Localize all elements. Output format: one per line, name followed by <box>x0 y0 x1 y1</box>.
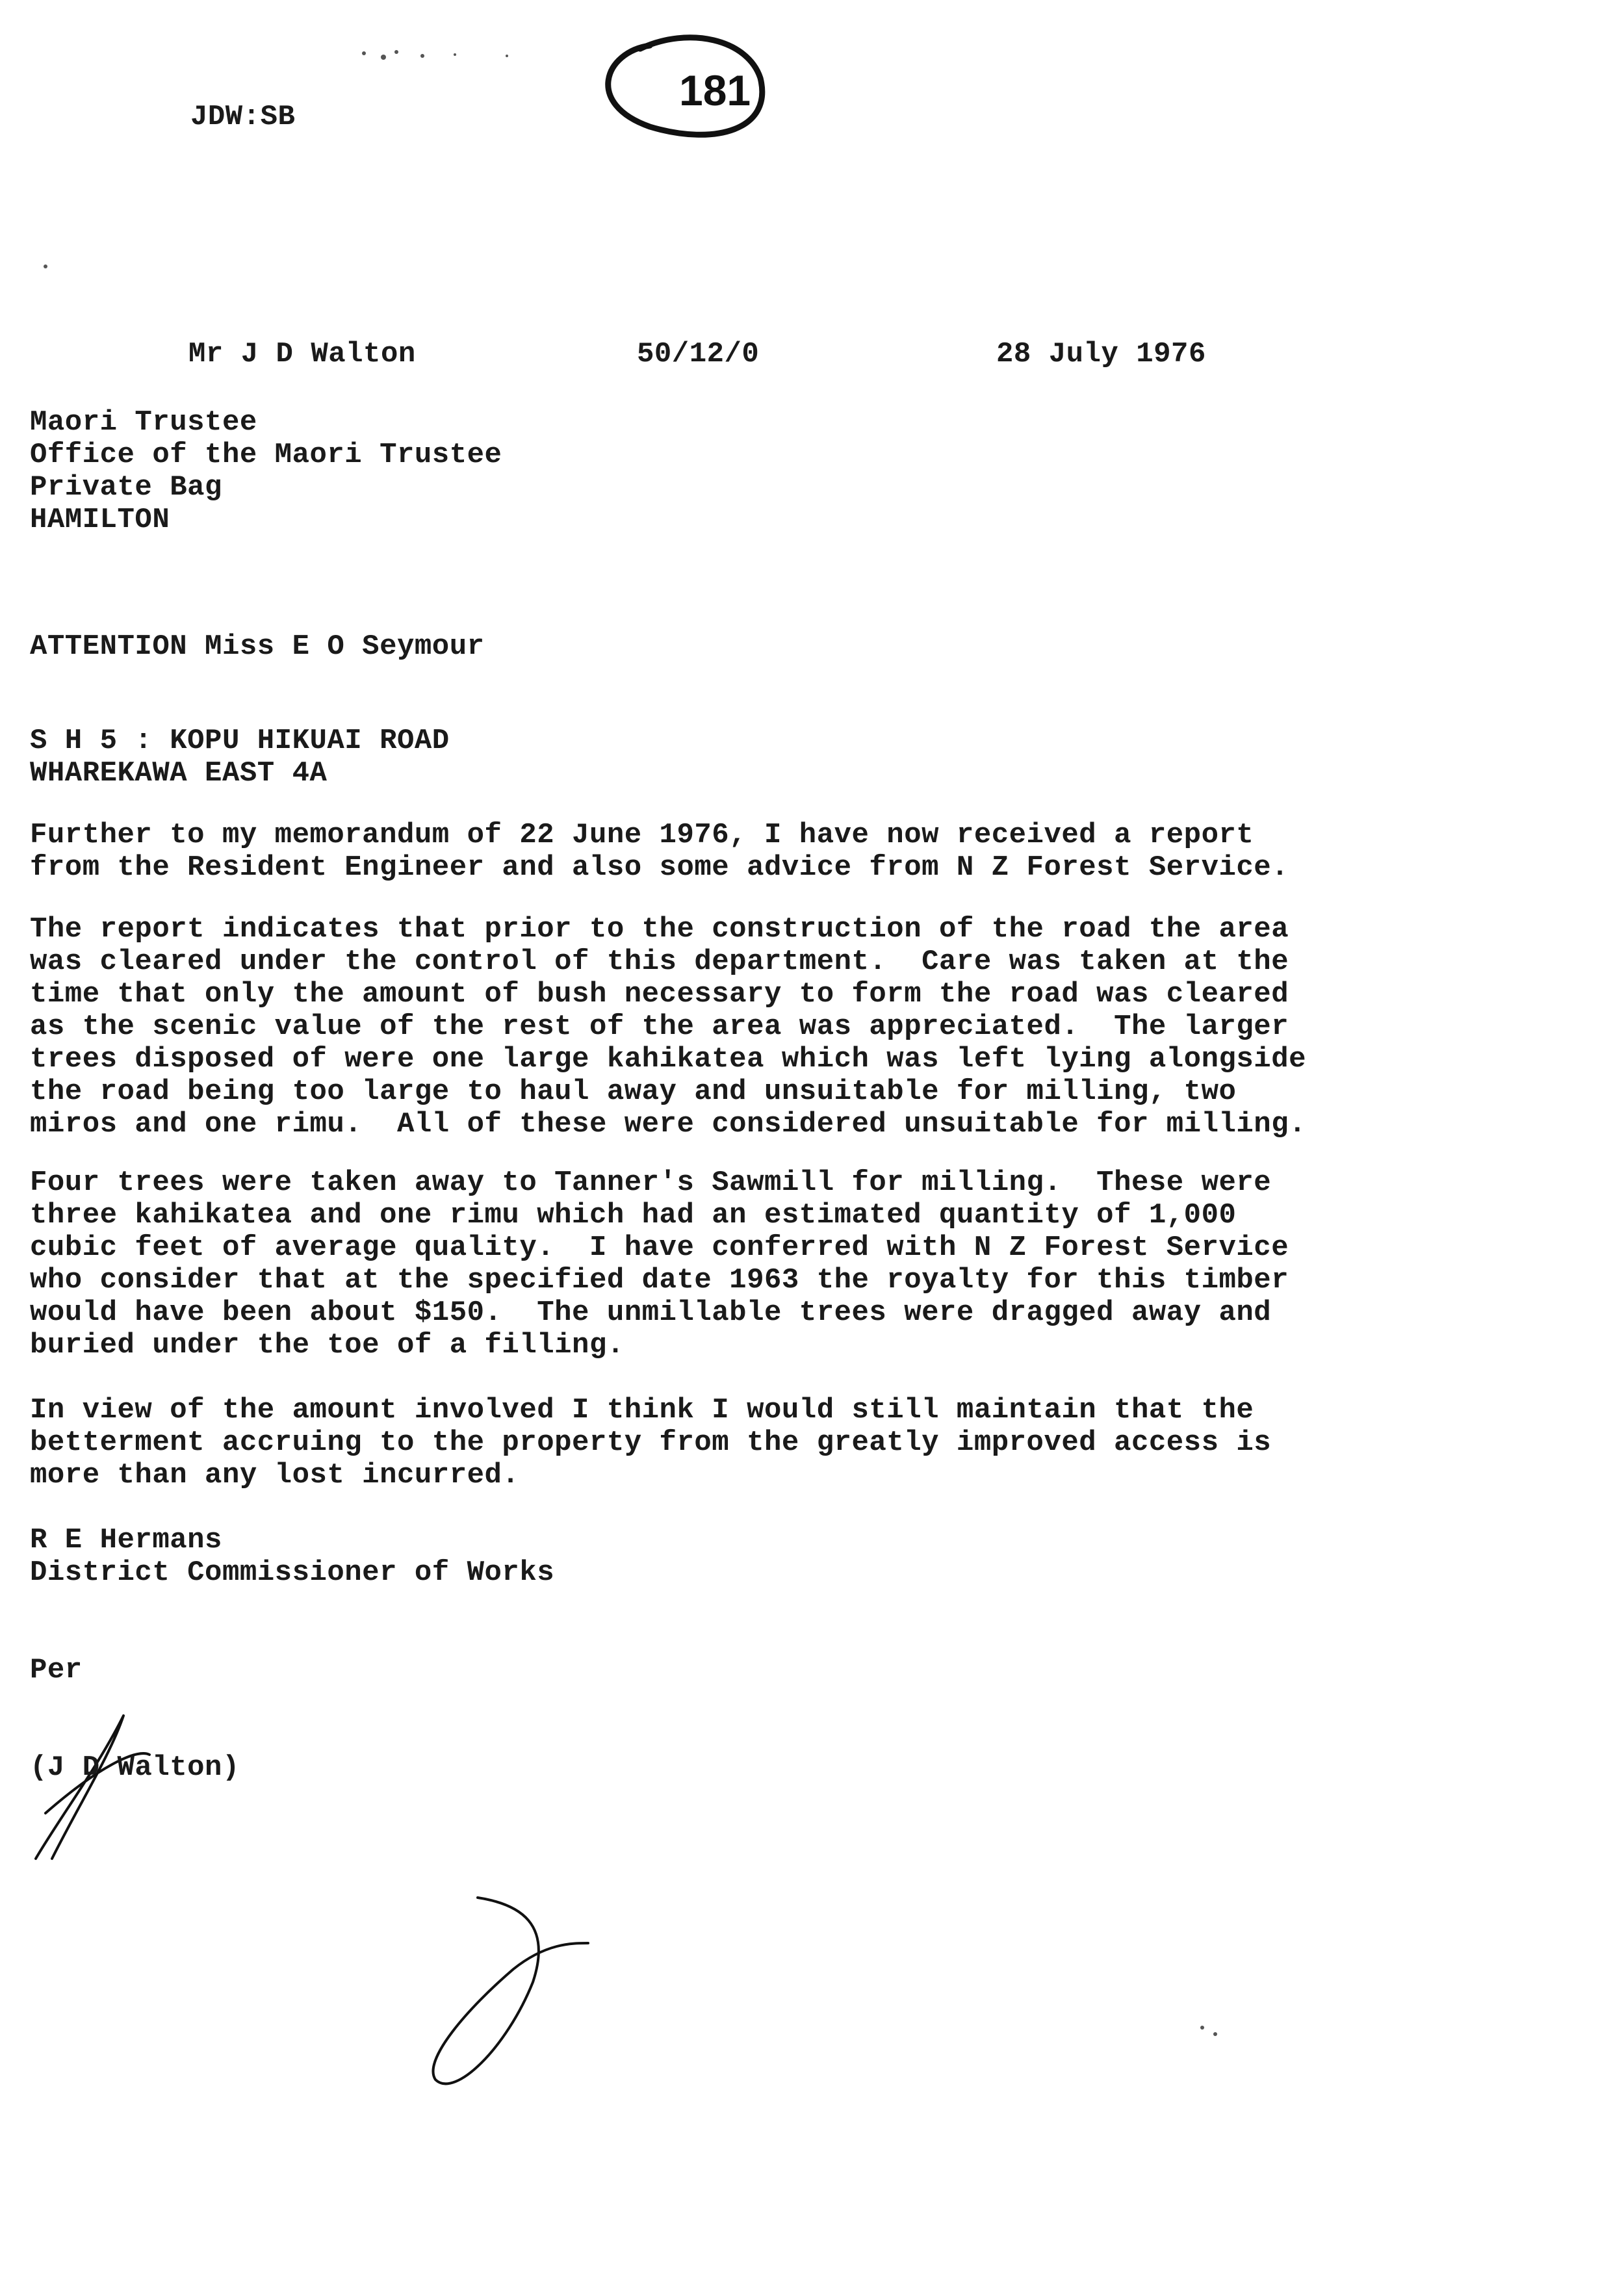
body-line: the road being too large to haul away and unsuitable for milling, two <box>30 1076 1237 1108</box>
body-line: The report indicates that prior to the construction of the road the area <box>30 913 1289 946</box>
initials: JDW:SB <box>190 101 296 133</box>
body-line: Four trees were taken away to Tanner's Sawmill for milling. These were <box>30 1167 1272 1199</box>
addressee-line: Maori Trustee <box>30 406 257 439</box>
letter-date: 28 July 1976 <box>996 338 1206 370</box>
body-line: who consider that at the specified date 1963 the royalty for this timber <box>30 1264 1289 1296</box>
body-line: Further to my memorandum of 22 June 1976, I have now received a report <box>30 819 1254 851</box>
body-line: betterment accruing to the property from the greatly improved access is <box>30 1426 1272 1459</box>
signer-title: District Commissioner of Works <box>30 1556 555 1589</box>
body-paragraph-2 <box>30 913 1590 1141</box>
signature-block <box>30 1524 1590 1589</box>
body-line: three kahikatea and one rimu which had an estimated quantity of 1,000 <box>30 1199 1237 1232</box>
body-line: cubic feet of average quality. I have conferred with N Z Forest Service <box>30 1232 1289 1264</box>
body-line: was cleared under the control of this department. Care was taken at the <box>30 946 1289 978</box>
subject-line: S H 5 : KOPU HIKUAI ROAD <box>30 725 450 757</box>
addressee-line: Private Bag <box>30 471 222 504</box>
body-paragraph-1 <box>30 819 1590 884</box>
body-line: as the scenic value of the rest of the area was appreciated. The larger <box>30 1011 1289 1043</box>
file-number: 50/12/0 <box>637 338 760 370</box>
page-number: 181 <box>679 66 751 114</box>
from-name: Mr J D Walton <box>188 338 416 370</box>
addressee-line: HAMILTON <box>30 504 170 536</box>
signer-name: R E Hermans <box>30 1524 222 1556</box>
body-line: trees disposed of were one large kahikatea which was left lying alongside <box>30 1043 1307 1076</box>
signature-scribble-2 <box>433 1898 588 2083</box>
body-line: time that only the amount of bush necessary to form the road was cleared <box>30 978 1289 1011</box>
body-line: would have been about $150. The unmillable trees were dragged away and <box>30 1296 1272 1329</box>
addressee-block <box>30 406 1590 536</box>
body-line: buried under the toe of a filling. <box>30 1329 625 1361</box>
per-label: Per <box>30 1654 83 1686</box>
body-line: In view of the amount involved I think I would still maintain that the <box>30 1394 1254 1426</box>
body-paragraph-3 <box>30 1167 1590 1361</box>
signatory-name: (J D Walton) <box>30 1751 240 1784</box>
body-line: miros and one rimu. All of these were considered unsuitable for milling. <box>30 1108 1307 1141</box>
subject-block <box>30 725 1590 790</box>
addressee-line: Office of the Maori Trustee <box>30 439 502 471</box>
signature-scribble-1 <box>36 1716 149 1859</box>
subject-line: WHAREKAWA EAST 4A <box>30 757 328 790</box>
attention-line: ATTENTION Miss E O Seymour <box>30 630 485 663</box>
body-line: more than any lost incurred. <box>30 1459 520 1491</box>
body-paragraph-4 <box>30 1394 1590 1491</box>
body-line: from the Resident Engineer and also some advice from N Z Forest Service. <box>30 851 1289 884</box>
